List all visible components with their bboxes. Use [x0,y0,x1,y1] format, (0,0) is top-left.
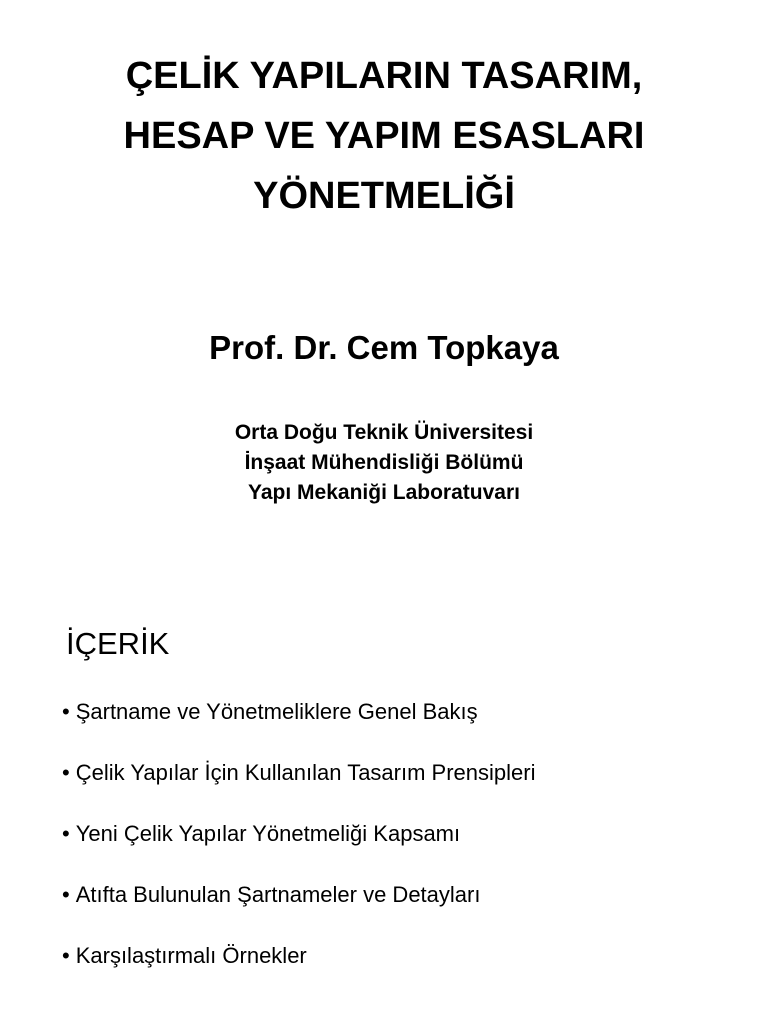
list-item-text: Çelik Yapılar İçin Kullanılan Tasarım Prensipleri [75,760,536,785]
list-item [62,758,535,819]
list-item [62,880,535,941]
title-line: YÖNETMELİĞİ [253,175,515,217]
title-line: HESAP VE YAPIM ESASLARI [123,115,645,157]
list-item [62,941,535,1002]
contents-heading: İÇERİK [66,626,170,661]
document-title [0,46,768,226]
affiliation-laboratory: Yapı Mekaniği Laboratuvarı [248,481,520,504]
contents-list [62,697,535,1002]
bullet-icon: • [62,821,70,846]
list-item-text: Atıfta Bulunulan Şartnameler ve Detayları [75,882,481,907]
list-item-text: Yeni Çelik Yapılar Yönetmeliği Kapsamı [75,821,461,846]
author-name: Prof. Dr. Cem Topkaya [209,329,559,366]
bullet-icon: • [62,760,70,785]
list-item [62,819,535,880]
list-item-text: Karşılaştırmalı Örnekler [75,943,307,968]
affiliation-university: Orta Doğu Teknik Üniversitesi [234,421,534,444]
list-item [62,697,535,758]
bullet-icon: • [62,699,70,724]
affiliation [0,418,768,508]
list-item-text: Şartname ve Yönetmeliklere Genel Bakış [75,699,478,724]
affiliation-department: İnşaat Mühendisliği Bölümü [244,451,524,474]
bullet-icon: • [62,882,70,907]
title-line: ÇELİK YAPILARIN TASARIM, [125,55,643,97]
bullet-icon: • [62,943,70,968]
